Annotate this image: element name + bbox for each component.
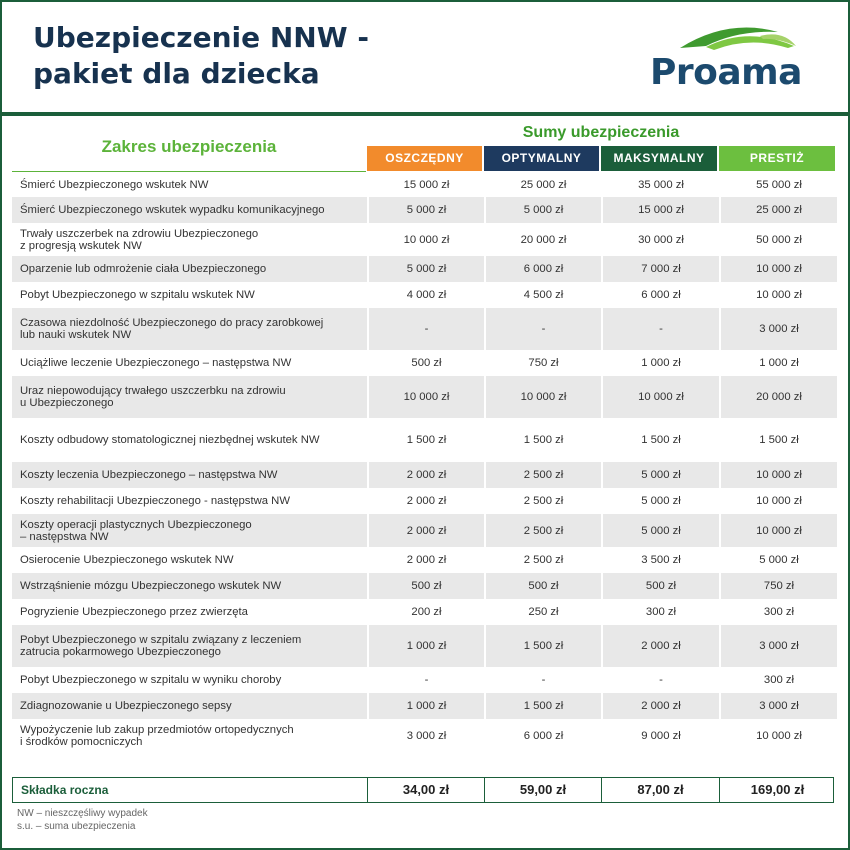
coverage-value: 35 000 zł	[638, 178, 684, 191]
coverage-value: 500 zł	[411, 357, 442, 369]
coverage-value: 1 000 zł	[759, 357, 799, 369]
table-row	[12, 514, 837, 547]
coverage-label	[12, 693, 367, 719]
coverage-value: 3 000 zł	[721, 693, 837, 719]
coverage-value: 10 000 zł	[756, 729, 802, 742]
coverage-value: 2 000 zł	[603, 693, 719, 719]
coverage-label-line: Uciążliwe leczenie Ubezpieczonego – następstwa NW	[20, 357, 292, 369]
coverage-value: 500 zł	[369, 573, 484, 599]
coverage-value: 1 500 zł	[641, 434, 681, 446]
coverage-value: 20 000 zł	[520, 233, 567, 246]
package-header-maksymalny: MAKSYMALNY	[601, 146, 717, 171]
premium-oszczedny: 34,00 zł	[402, 782, 450, 797]
coverage-value: 1 500 zł	[486, 693, 601, 719]
table-row	[12, 719, 837, 752]
premium-maksymalny: 87,00 zł	[637, 782, 684, 797]
coverage-value: 5 000 zł	[603, 462, 719, 488]
coverage-label-line: lub nauki wskutek NW	[20, 329, 132, 341]
coverage-value: 6 000 zł	[641, 289, 681, 301]
coverage-value: 10 000 zł	[369, 376, 484, 418]
table-row	[12, 599, 837, 625]
package-header-prestiz: PRESTIŻ	[719, 146, 835, 171]
coverage-value: 10 000 zł	[721, 256, 837, 282]
coverage-label	[12, 418, 367, 462]
coverage-value: 750 zł	[528, 357, 559, 369]
coverage-label-line: Osierocenie Ubezpieczonego wskutek NW	[20, 554, 234, 566]
coverage-label	[12, 625, 367, 667]
footnote-su: s.u. – suma ubezpieczenia	[17, 821, 136, 832]
coverage-value: 2 500 zł	[486, 514, 601, 547]
coverage-label	[12, 547, 367, 573]
coverage-value: 25 000 zł	[721, 197, 837, 223]
table-row	[12, 625, 837, 667]
premium-prestiz: 169,00 zł	[750, 782, 805, 797]
coverage-value: 1 500 zł	[406, 434, 447, 446]
coverage-value: 5 000 zł	[641, 495, 681, 507]
title-line-2: pakiet dla dziecka	[33, 57, 320, 90]
table-row	[12, 172, 837, 197]
coverage-value: 2 500 zł	[523, 495, 564, 507]
coverage-value: 500 zł	[603, 573, 719, 599]
coverage-label-line: Śmierć Ubezpieczonego wskutek NW	[20, 178, 209, 191]
coverage-value: 7 000 zł	[603, 256, 719, 282]
coverage-value: 10 000 zł	[403, 233, 450, 246]
coverage-value: 300 zł	[763, 606, 795, 618]
coverage-value: 10 000 zł	[721, 514, 837, 547]
coverage-label	[12, 667, 367, 693]
coverage-label	[12, 350, 367, 376]
coverage-label-line: Pobyt Ubezpieczonego w szpitalu wskutek NW	[20, 289, 255, 301]
coverage-value: 300 zł	[763, 674, 795, 686]
coverage-value: 2 500 zł	[486, 462, 601, 488]
coverage-label-line: Śmierć Ubezpieczonego wskutek wypadku komunikacyjnego	[20, 204, 325, 216]
coverage-value: 1 000 zł	[641, 357, 681, 369]
coverage-value: -	[603, 308, 719, 350]
package-header-optymalny: OPTYMALNY	[484, 146, 599, 171]
coverage-label	[12, 223, 367, 256]
coverage-value: 55 000 zł	[756, 178, 802, 191]
coverage-label	[12, 172, 367, 197]
coverage-value: 2 500 zł	[523, 554, 564, 566]
coverage-label	[12, 719, 367, 752]
coverage-value: 5 000 zł	[759, 554, 799, 566]
table-row	[12, 282, 837, 308]
package-header-oszczedny: OSZCZĘDNY	[367, 146, 482, 171]
coverage-value: -	[541, 674, 546, 686]
coverage-value: 1 500 zł	[759, 434, 799, 446]
coverage-label-line: Uraz niepowodujący trwałego uszczerbku na zdrowiu	[20, 385, 286, 397]
coverage-value: 30 000 zł	[638, 233, 684, 246]
coverage-value: 3 000 zł	[721, 625, 837, 667]
coverage-label-line: Zdiagnozowanie u Ubezpieczonego sepsy	[20, 700, 232, 712]
coverage-value: 15 000 zł	[603, 197, 719, 223]
coverage-label-line: Pobyt Ubezpieczonego w szpitalu związany z leczeniem	[20, 634, 302, 646]
coverage-label-line: z progresją wskutek NW	[20, 239, 142, 252]
coverage-value: 10 000 zł	[486, 376, 601, 418]
coverage-label	[12, 282, 367, 308]
coverage-value: -	[659, 674, 663, 686]
coverage-label	[12, 376, 367, 418]
table-row	[12, 256, 837, 282]
coverage-label-line: zatrucia pokarmowego Ubezpieczonego	[20, 646, 221, 658]
coverage-value: 4 500 zł	[523, 289, 564, 301]
coverage-value: 300 zł	[645, 606, 677, 618]
coverage-label-line: Czasowa niezdolność Ubezpieczonego do pracy zarobkowej	[20, 317, 324, 329]
table-row	[12, 488, 837, 514]
coverage-label	[12, 197, 367, 223]
table-row	[12, 573, 837, 599]
coverage-label-line: Wstrząśnienie mózgu Ubezpieczonego wskutek NW	[20, 580, 282, 592]
coverage-label-line: u Ubezpieczonego	[20, 397, 114, 409]
coverage-value: 10 000 zł	[603, 376, 719, 418]
coverage-value: 5 000 zł	[486, 197, 601, 223]
page-title	[33, 20, 453, 92]
logo-text: Proama	[650, 52, 802, 93]
coverage-value: 6 000 zł	[486, 256, 601, 282]
coverage-value: 10 000 zł	[756, 289, 802, 301]
coverage-label-line: i środków pomocniczych	[20, 735, 143, 748]
coverage-label	[12, 599, 367, 625]
premium-optymalny: 59,00 zł	[519, 782, 567, 797]
coverage-value: -	[424, 674, 429, 686]
coverage-label-line: Koszty operacji plastycznych Ubezpieczonego	[20, 518, 252, 531]
coverage-value: 50 000 zł	[756, 233, 802, 246]
table-row	[12, 693, 837, 719]
coverage-label-line: – następstwa NW	[20, 530, 109, 543]
coverage-value: 2 000 zł	[603, 625, 719, 667]
coverage-label-line: Wypożyczenie lub zakup przedmiotów ortopedycznych	[20, 723, 294, 736]
scope-header: Zakres ubezpieczenia	[101, 137, 277, 156]
coverage-label	[12, 573, 367, 599]
coverage-value: 750 zł	[721, 573, 837, 599]
coverage-label	[12, 462, 367, 488]
coverage-value: 3 000 zł	[721, 308, 837, 350]
coverage-value: 20 000 zł	[721, 376, 837, 418]
table-row	[12, 350, 837, 376]
coverage-value: 250 zł	[528, 606, 559, 618]
coverage-label	[12, 308, 367, 350]
coverage-value: 500 zł	[486, 573, 601, 599]
coverage-label-line: Pobyt Ubezpieczonego w szpitalu w wyniku choroby	[20, 674, 282, 686]
table-row	[12, 547, 837, 573]
coverage-value: 6 000 zł	[523, 729, 564, 742]
coverage-value: 4 000 zł	[406, 289, 447, 301]
header-divider	[2, 112, 848, 116]
coverage-value: 3 000 zł	[406, 729, 447, 742]
table-row	[12, 418, 837, 462]
title-line-1: Ubezpieczenie NNW -	[33, 21, 369, 54]
coverage-value: 15 000 zł	[403, 178, 450, 191]
coverage-value: 25 000 zł	[520, 178, 567, 191]
coverage-value: 9 000 zł	[641, 729, 681, 742]
coverage-value: 2 000 zł	[406, 495, 447, 507]
coverage-table	[10, 172, 839, 752]
coverage-value: 10 000 zł	[756, 495, 802, 507]
coverage-value: 2 000 zł	[369, 514, 484, 547]
coverage-label-line: Oparzenie lub odmrożenie ciała Ubezpieczonego	[20, 263, 267, 275]
premium-row	[12, 777, 834, 803]
coverage-label	[12, 256, 367, 282]
coverage-label-line: Koszty leczenia Ubezpieczonego – następstwa NW	[20, 469, 278, 481]
coverage-label	[12, 514, 367, 547]
sums-header: Sumy ubezpieczenia	[522, 124, 680, 141]
coverage-label-line: Trwały uszczerbek na zdrowiu Ubezpieczonego	[20, 227, 259, 240]
table-row	[12, 223, 837, 256]
coverage-label-line: Koszty odbudowy stomatologicznej niezbędnej wskutek NW	[20, 434, 320, 446]
coverage-value: 3 500 zł	[641, 554, 681, 566]
coverage-label	[12, 488, 367, 514]
table-row	[12, 667, 837, 693]
coverage-label-line: Koszty rehabilitacji Ubezpieczonego - następstwa NW	[20, 495, 290, 507]
coverage-value: 1 500 zł	[486, 625, 601, 667]
coverage-value: 5 000 zł	[603, 514, 719, 547]
coverage-value: 5 000 zł	[369, 256, 484, 282]
coverage-value: -	[369, 308, 484, 350]
table-row	[12, 376, 837, 418]
footnote-nw: NW – nieszczęśliwy wypadek	[17, 808, 148, 819]
table-row	[12, 462, 837, 488]
coverage-value: 5 000 zł	[369, 197, 484, 223]
coverage-value: 2 000 zł	[406, 554, 447, 566]
coverage-value: 2 000 zł	[369, 462, 484, 488]
coverage-label-line: Pogryzienie Ubezpieczonego przez zwierzęta	[20, 606, 248, 618]
coverage-value: 1 500 zł	[523, 434, 564, 446]
coverage-value: 200 zł	[411, 606, 442, 618]
coverage-value: 10 000 zł	[721, 462, 837, 488]
coverage-value: 1 000 zł	[369, 625, 484, 667]
table-row	[12, 197, 837, 223]
premium-label: Składka roczna	[21, 783, 109, 797]
table-row	[12, 308, 837, 350]
coverage-value: -	[486, 308, 601, 350]
coverage-value: 1 000 zł	[369, 693, 484, 719]
